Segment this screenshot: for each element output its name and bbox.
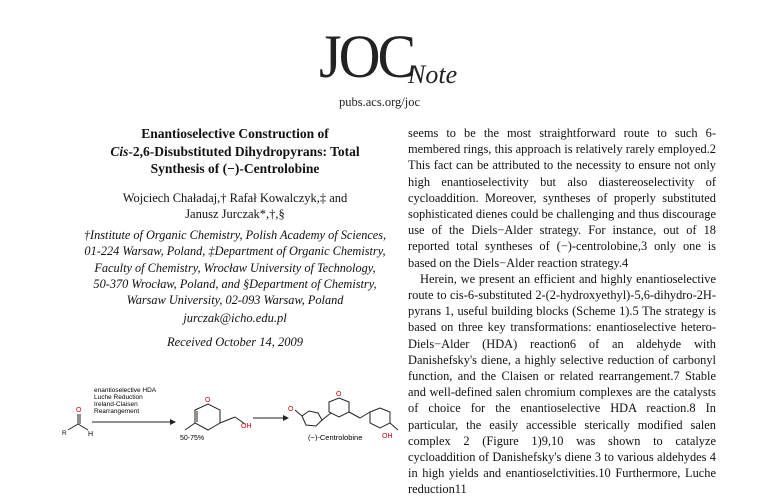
body-paragraph-1: seems to be the most straightforward route to such 6-membered rings, this approach is relatively rarely employed.2 This fact can be attributed to the necessity to ensure not only high enantioselectivity but also diastereoselectivity of cycloaddition. Moreover, syntheses of properly substituted sophisticated dienes could be challenging and thus discourage use of the Diels−Alder strategy. For instance, out of 18 reported total syntheses of (−)-centrolobine,3 only one is based on the Diels−Alder reaction strategy.4 (408, 126, 716, 270)
authors-line-2: Janusz Jurczak*,†,§ (185, 207, 285, 221)
title-line-3: Synthesis of (−)-Centrolobine (150, 161, 320, 176)
scheme-1 (40, 380, 400, 441)
yield-label: 50-75% (180, 435, 205, 441)
journal-logo: JOC (319, 22, 414, 91)
scheme-step-3: Ireland-Claisen (94, 401, 138, 408)
title-line-1: Enantioselective Construction of (141, 126, 329, 141)
h-label: H (88, 431, 94, 438)
scheme-step-2: Luche Reduction (94, 394, 143, 401)
scheme-graphic (40, 380, 400, 441)
title-line-2 (110, 143, 360, 161)
authors-line-1: Wojciech Chaładaj,† Rafał Kowalczyk,‡ and (122, 191, 348, 205)
affiliations (62, 227, 408, 308)
title-line-2-rest: -2,6-Disubstituted Dihydropyrans: Total (128, 143, 360, 159)
reaction-arrow-2-head (283, 415, 289, 421)
affiliation-line-2: 01-224 Warsaw, Poland, ‡Department of Organic Chemistry, (84, 244, 386, 259)
body-paragraph-2: Herein, we present an efficient and highly enantioselective route to cis-6-substituted 2-(2-hydroxyethyl)-5,6-dihydro-2H-pyrans 1, useful building blocks (Scheme 1).5 The strategy is based on three key transformations: enantioselective hetero-Diels−Alder (HDA) reaction6 of an aldehyde with Danishefsky's diene, a highly selective reduction of carbonyl function, and the Claisen or related rearrangement.7 Stable and well-defined salen chromium complexes are the catalysts of choice for the enantioselective HDA reaction.8 In particular, the easily accessible sterically modified salen complex 2 (Figure 1)9,10 was shown to catalyze cycloaddition of Danishefsky's diene 3 to various aldehydes 4 in high yields and enantioselctivities.10 Furthermore, Luche reduction11 (408, 271, 716, 497)
title-cis: Cis (110, 143, 129, 159)
scheme-step-4: Rearrangement (94, 408, 140, 415)
hydroxy-label: OH (241, 423, 252, 430)
centrolobine-structure (295, 398, 398, 430)
body-column (408, 125, 716, 498)
authors (110, 190, 360, 222)
pyran-o-label: O (205, 397, 211, 404)
affiliation-line-5: Warsaw University, 02-093 Warsaw, Poland (126, 293, 344, 308)
received-date: Received October 14, 2009 (166, 335, 304, 349)
article-title (110, 125, 360, 178)
r-label: R (62, 430, 67, 437)
carbonyl-o-label: O (76, 407, 82, 414)
phenol-oh-label: OH (382, 433, 393, 440)
dihydropyran-structure (185, 404, 245, 430)
affiliation-line-4: 50-370 Wrocław, Poland, and §Department of Chemistry, (93, 276, 377, 291)
journal-logo-note: Note (408, 60, 458, 89)
affiliation-line-3: Faculty of Chemistry, Wrocław University of Technology, (94, 260, 376, 275)
aldehyde-structure (68, 414, 88, 430)
centrolobine-o-label: O (336, 391, 342, 398)
scheme-step-1: enantioselective HDA (94, 387, 157, 394)
product-label: (−)-Centrolobine (308, 433, 363, 441)
reaction-arrow-1-head (170, 419, 176, 425)
author-email[interactable]: jurczak@icho.edu.pl (183, 311, 287, 325)
methoxy-o-label: O (288, 406, 294, 413)
affiliation-line-1: †Institute of Organic Chemistry, Polish Academy of Sciences, (83, 228, 387, 242)
journal-url[interactable]: pubs.acs.org/joc (339, 95, 421, 109)
